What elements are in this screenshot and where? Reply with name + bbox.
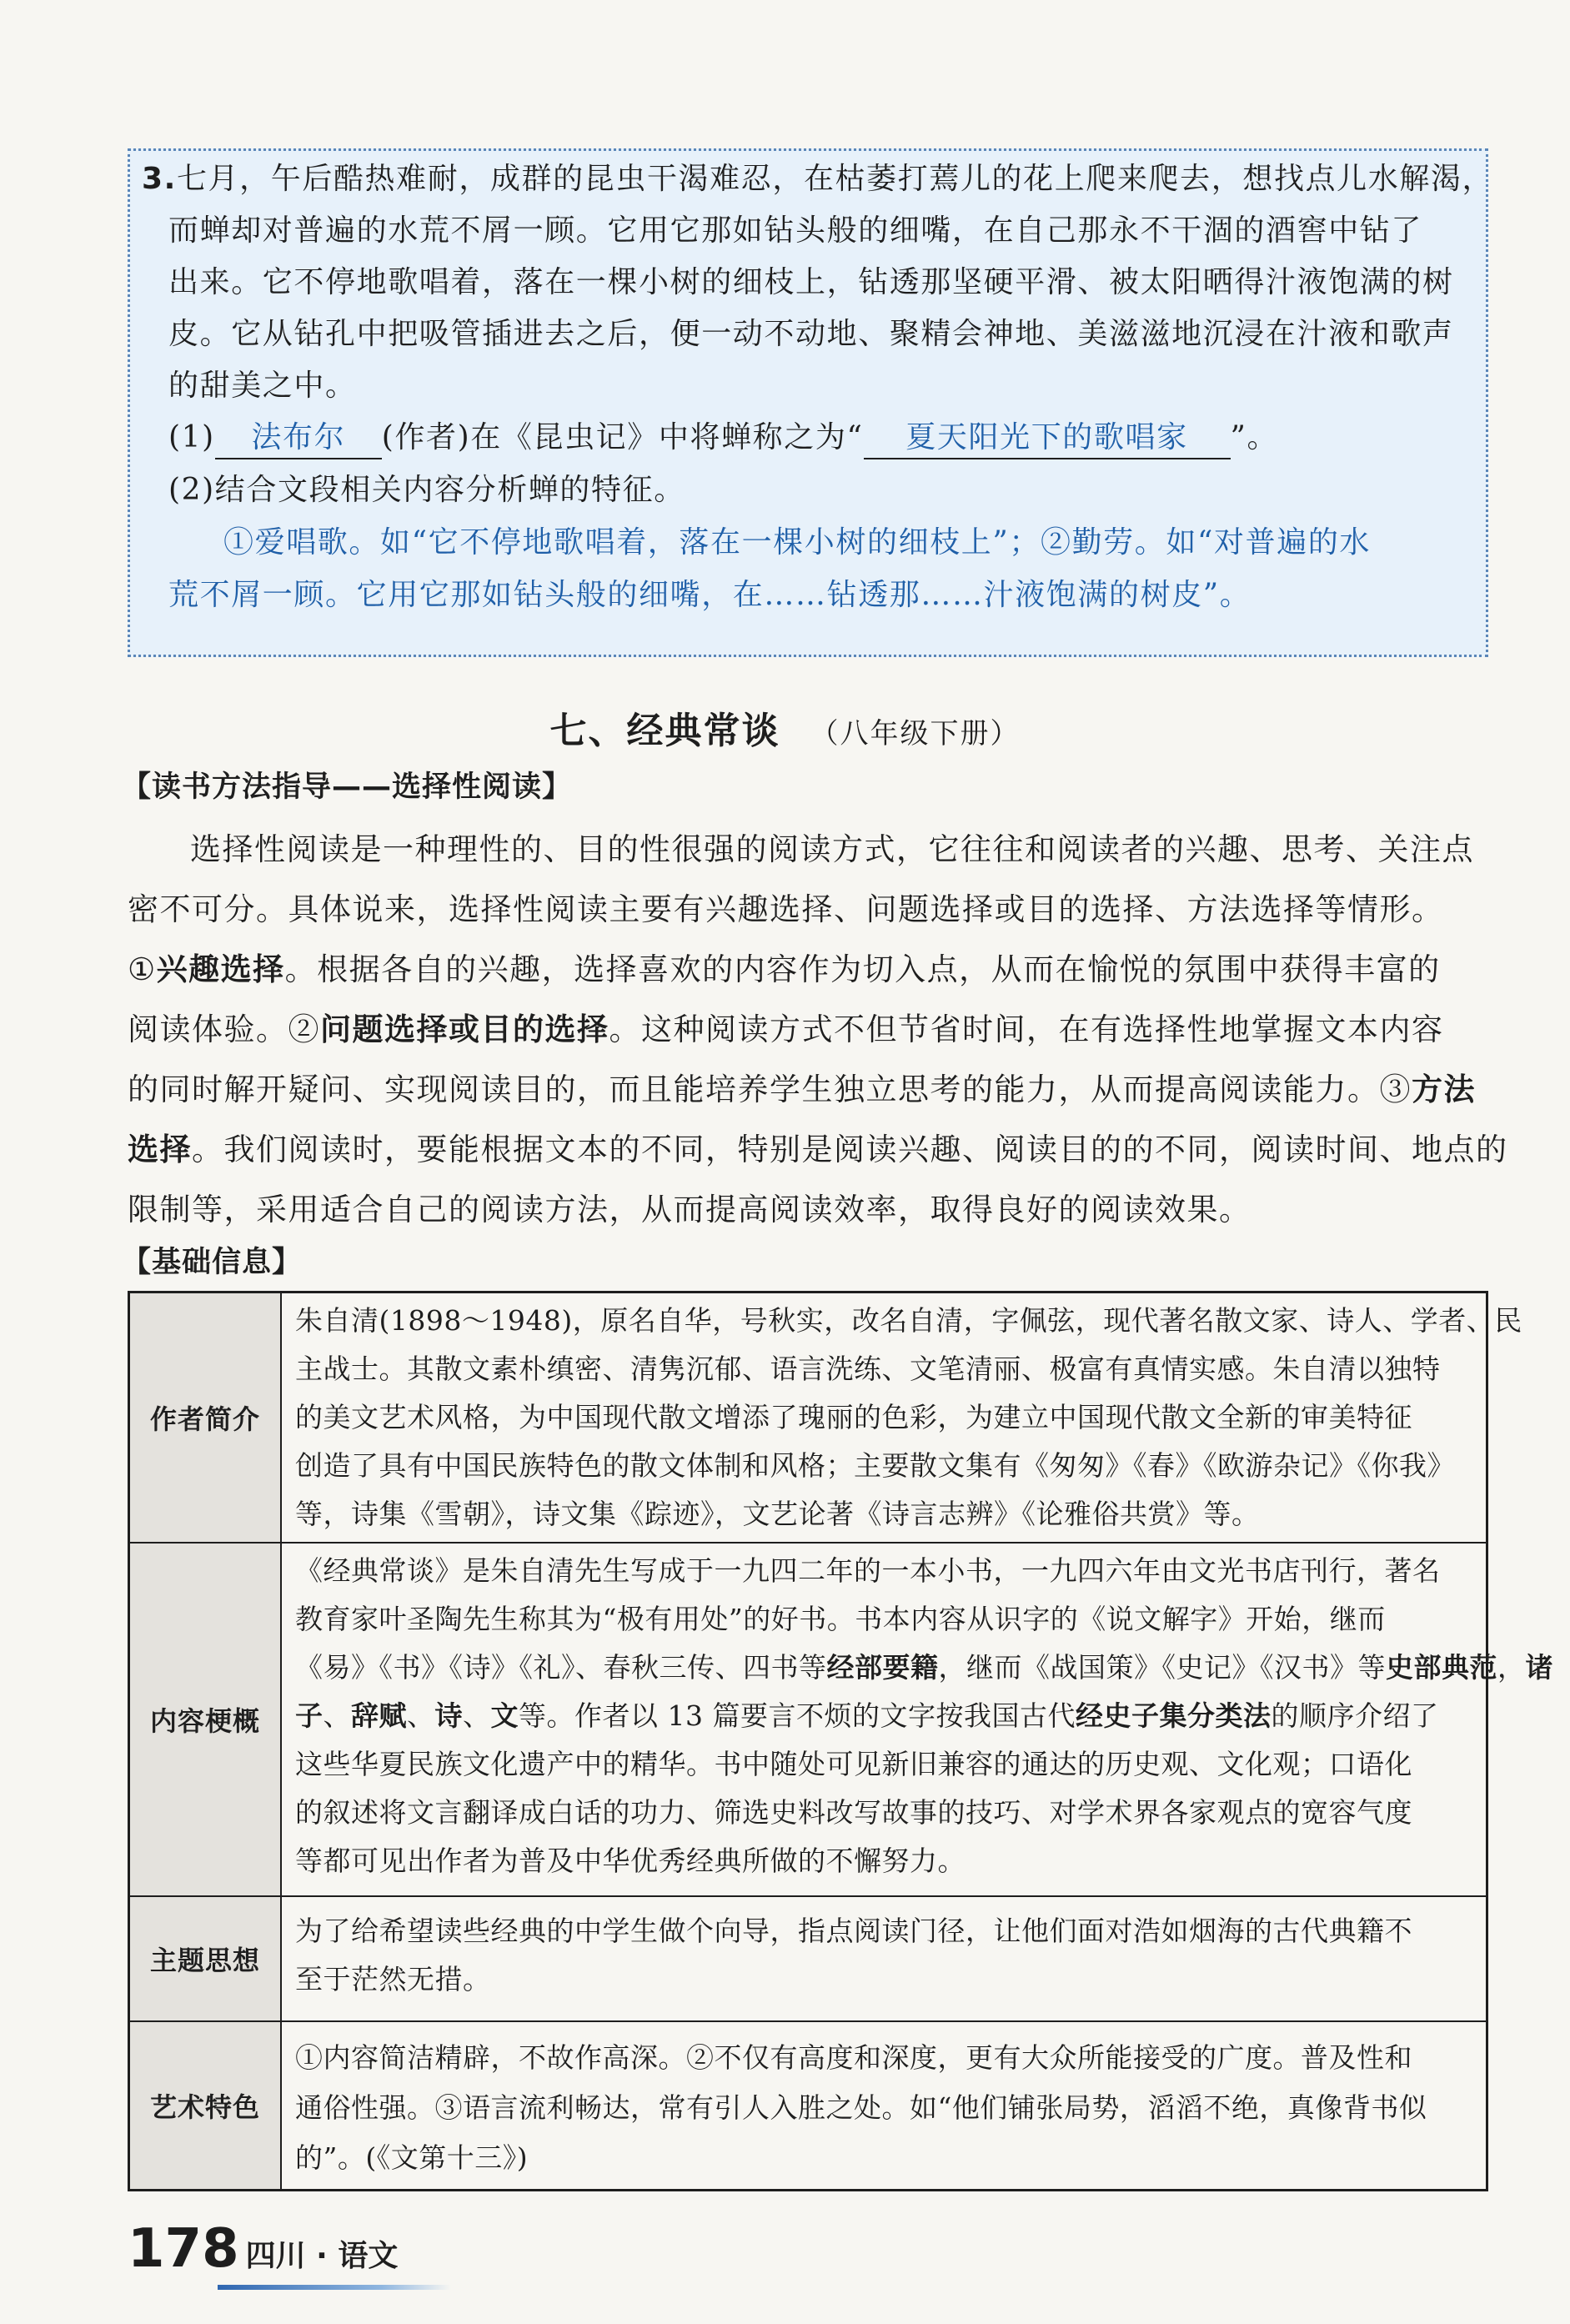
bold-keyword: 选择 xyxy=(128,1132,192,1167)
paragraph-line xyxy=(128,1129,1508,1171)
row-label: 作者简介 xyxy=(130,1293,282,1542)
answer-line: 荒不屑一顾。它用它那如钻头般的细嘴，在……钻透那……汁液饱满的树皮”。 xyxy=(168,578,1251,612)
row-label: 艺术特色 xyxy=(130,2022,282,2189)
text-line xyxy=(295,1794,1412,1832)
text-line xyxy=(295,1398,1412,1437)
text-line xyxy=(295,2089,1427,2127)
text-segment: ， xyxy=(1497,1651,1526,1684)
section-subtitle: （八年级下册） xyxy=(810,717,1021,750)
sub-question-1: (1) 法布尔 (作者)在《昆虫记》中将蝉称之为“ 夏天阳光下的歌唱家 ”。 xyxy=(168,418,1524,459)
bold-keyword: 诸 xyxy=(1525,1651,1553,1684)
answer-line: ①爱唱歌。如“它不停地歌唱着，落在一棵小树的细枝上”；②勤劳。如“对普遍的水 xyxy=(223,525,1372,560)
text-segment: 、 xyxy=(463,1699,491,1732)
text-segment: 创造了具有中国民族特色的散文体制和风格；主要散文集有《匆匆》《春》《欧游杂记》《你我》 xyxy=(295,1449,1455,1482)
bold-keyword: 经部要籍 xyxy=(826,1651,939,1684)
question-3-box xyxy=(128,148,1494,657)
bold-keyword: 问题选择或目的选择 xyxy=(320,1011,609,1047)
bold-keyword: 文 xyxy=(490,1699,519,1732)
text-line xyxy=(295,1350,1441,1388)
text-segment: 、 xyxy=(407,1699,435,1732)
basic-info-heading: 【基础信息】 xyxy=(122,1246,303,1279)
text-segment: ，继而《战国策》《史记》《汉书》等 xyxy=(938,1651,1386,1684)
answer-blank-author: 法布尔 xyxy=(215,418,382,459)
text-segment: 的叙述将文言翻译成白话的功力、筛选史料改写故事的技巧、对学术界各家观点的宽容气度 xyxy=(295,1796,1412,1829)
text-segment: 主战士。其散文素朴缜密、清隽沉郁、语言洗练、文笔清丽、极富有真情实感。朱自清以独特 xyxy=(295,1353,1441,1385)
text-line xyxy=(295,2039,1412,2077)
answer-blank-title: 夏天阳光下的歌唱家 xyxy=(864,418,1231,459)
paragraph-line xyxy=(128,1009,1488,1051)
paragraph-line xyxy=(190,829,1551,871)
text-segment: 等，诗集《雪朝》，诗文集《踪迹》，文艺论著《诗言志辨》《论雅俗共赏》等。 xyxy=(295,1498,1260,1530)
text-segment: ①内容简洁精辟，不故作高深。②不仅有高度和深度，更有大众所能接受的广度。普及性和 xyxy=(295,2041,1412,2074)
question-line: 皮。它从钻孔中把吸管插进去之后，便一动不动地、聚精会神地、美滋滋地沉浸在汁液和歌声 xyxy=(168,317,1454,351)
text-segment: 教育家叶圣陶先生称其为“极有用处”的好书。书本内容从识字的《说文解字》开始，继而 xyxy=(295,1603,1386,1635)
paragraph-line xyxy=(128,949,1488,991)
text-segment: 通俗性强。③语言流利畅达，常有引人入胜之处。如“他们铺张局势，滔滔不绝，真像背书似 xyxy=(295,2091,1427,2124)
bold-keyword: 辞赋 xyxy=(351,1699,407,1732)
text-segment: 、 xyxy=(323,1699,351,1732)
row-label: 主题思想 xyxy=(130,1897,282,2020)
text-segment: 的顺序介绍了 xyxy=(1271,1699,1439,1732)
text-line xyxy=(295,1649,1553,1687)
text-line xyxy=(295,1912,1412,1950)
table-row-art xyxy=(130,2022,1486,2189)
question-text: 七月，午后酷热难耐，成群的昆虫干渴难忍，在枯萎打蔫儿的花上爬来爬去，想找点儿水解渴， xyxy=(176,162,1494,196)
text-segment: 至于茫然无措。 xyxy=(295,1963,491,1995)
text-segment: 密不可分。具体说来，选择性阅读主要有兴趣选择、问题选择或目的选择、方法选择等情形。 xyxy=(128,891,1444,927)
bold-keyword: 史部典范 xyxy=(1386,1651,1497,1684)
basic-info-table xyxy=(128,1291,1553,2191)
section-title: 七、经典常谈 xyxy=(549,710,780,752)
text-segment: 。根据各自的兴趣，选择喜欢的内容作为切入点，从而在愉悦的氛围中获得丰富的 xyxy=(284,951,1441,987)
question-line: 的甜美之中。 xyxy=(168,369,357,403)
text-line xyxy=(295,1697,1438,1735)
footer-label: 四川 · 语文 xyxy=(245,2239,399,2273)
paragraph-line xyxy=(128,889,1488,931)
text-line xyxy=(295,1960,491,1999)
paragraph-line xyxy=(128,1069,1488,1111)
bold-keyword: 方法 xyxy=(1412,1072,1476,1107)
text-segment: 的”。(《文第十三》) xyxy=(295,2141,529,2174)
text-segment: 限制等，采用适合自己的阅读方法，从而提高阅读效率，取得良好的阅读效果。 xyxy=(128,1192,1251,1227)
text-segment: 。我们阅读时，要能根据文本的不同，特别是阅读兴趣、阅读目的的不同，阅读时间、地点的 xyxy=(192,1132,1508,1167)
text-line xyxy=(295,1302,1522,1340)
text-segment: 等都可见出作者为普及中华优秀经典所做的不懈努力。 xyxy=(295,1845,966,1877)
text-line xyxy=(295,2139,528,2177)
text-segment: 等。作者以 13 篇要言不烦的文字按我国古代 xyxy=(519,1699,1076,1732)
bold-keyword: 子 xyxy=(295,1699,324,1732)
text-segment: 为了给希望读些经典的中学生做个向导，指点阅读门径，让他们面对浩如烟海的古代典籍不 xyxy=(295,1915,1412,1947)
question-line xyxy=(142,159,1497,199)
sub-question-2: (2)结合文段相关内容分析蝉的特征。 xyxy=(168,473,685,507)
paragraph-line xyxy=(128,1189,1488,1231)
page-number: 178 xyxy=(128,2218,239,2280)
question-number: 3. xyxy=(142,162,177,196)
text-segment: 的美文艺术风格，为中国现代散文增添了瑰丽的色彩，为建立中国现代散文全新的审美特征 xyxy=(295,1401,1412,1433)
text-segment: 《易》《书》《诗》《礼》、春秋三传、四书等 xyxy=(295,1651,827,1684)
reading-guide-heading: 【读书方法指导——选择性阅读】 xyxy=(122,770,573,804)
bold-keyword: 诗 xyxy=(434,1699,463,1732)
page-footer xyxy=(128,2218,398,2280)
table-row-theme xyxy=(130,1897,1486,2022)
text-segment: 选择性阅读是一种理性的、目的性很强的阅读方式，它往往和阅读者的兴趣、思考、关注点 xyxy=(190,831,1474,867)
text-line xyxy=(295,1600,1386,1639)
text-line xyxy=(295,1447,1455,1485)
text-segment: 朱自清(1898～1948)，原名自华，号秋实，改名自清，字佩弦，现代著名散文家、诗人、学者、民 xyxy=(295,1304,1522,1337)
question-line: 出来。它不停地歌唱着，落在一棵小树的细枝上，钻透那坚硬平滑、被太阳晒得汁液饱满的树 xyxy=(168,265,1454,299)
text-segment: ① xyxy=(128,951,157,987)
text-line xyxy=(295,1495,1260,1533)
text-segment: 的同时解开疑问、实现阅读目的，而且能培养学生独立思考的能力，从而提高阅读能力。③ xyxy=(128,1072,1412,1107)
bold-keyword: 兴趣选择 xyxy=(156,951,285,987)
text-segment: 。这种阅读方式不但节省时间，在有选择性地掌握文本内容 xyxy=(609,1011,1444,1047)
footer-accent-bar xyxy=(218,2285,451,2290)
text-line xyxy=(295,1552,1441,1590)
section-heading xyxy=(0,700,1570,754)
bold-keyword: 经史子集分类法 xyxy=(1075,1699,1272,1732)
text-segment: 《经典常谈》是朱自清先生写成于一九四二年的一本小书，一九四六年由文光书店刊行，著名 xyxy=(295,1554,1441,1587)
table-row-summary xyxy=(130,1543,1553,1897)
table-row-author xyxy=(130,1293,1522,1543)
question-line: 而蝉却对普遍的水荒不屑一顾。它用它那如钻头般的细嘴，在自己那永不干涸的酒窖中钻了 xyxy=(168,213,1423,248)
text-segment: 这些华夏民族文化遗产中的精华。书中随处可见新旧兼容的通达的历史观、文化观；口语化 xyxy=(295,1748,1412,1780)
row-label: 内容梗概 xyxy=(130,1543,282,1895)
text-segment: 阅读体验。② xyxy=(128,1011,320,1047)
text-line xyxy=(295,1842,966,1880)
text-line xyxy=(295,1745,1412,1784)
